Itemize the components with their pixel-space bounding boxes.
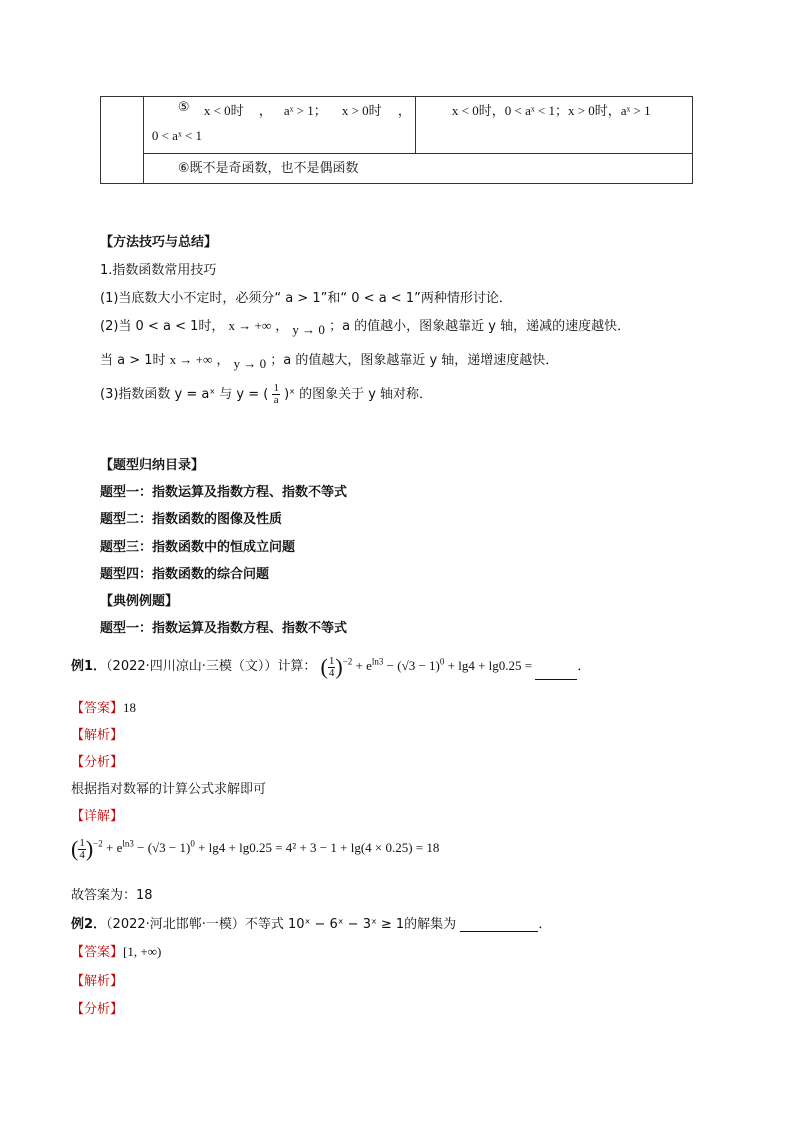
p3-x-limit: x → +∞ — [169, 352, 213, 367]
p3-intro: 当 a > 1时 — [100, 353, 166, 368]
p3-rest: ；a 的值越大，图象越靠近 y 轴，递增速度越快． — [270, 353, 559, 368]
example-1-label: 例1． — [71, 658, 107, 674]
p3-comma: ， — [216, 353, 230, 368]
example-1-expression: ( $\frac{1}{4}$ )$^{-2} + e^{ln3} - (√3 - 1)^0 + \lg 4 + \lg 0.25$ = — [320, 654, 533, 679]
method-point-2 — [100, 315, 631, 337]
comma: ， — [397, 104, 411, 119]
example-1-solution: ( $\frac{1}{4}$ )$^{-2} + e^{ln3} - (√3 - 1)^0 + \lg 4 + \lg 0.25 = 4^2 + 3 - 1 + \lg(4 \times 0.25) = 18$ — [71, 836, 440, 861]
circled-five: ⑤ — [177, 100, 190, 115]
method-point-1: (1)当底数大小不定时，必须分“ a > 1”和“ 0 < a < 1”两种情形讨论． — [100, 291, 512, 306]
example-1-answer: 【答案】18 — [71, 700, 137, 716]
properties-table — [100, 96, 693, 184]
type-item-3: 题型三：指数函数中的恒成立问题 — [100, 540, 296, 555]
table-cell-right — [415, 97, 692, 154]
right-conditions: x < 0时，0 < aˣ < 1；x > 0时，aˣ > 1 — [451, 103, 651, 118]
method-point-3 — [100, 383, 432, 406]
example-1-detail-label: 【详解】 — [71, 809, 124, 824]
example-1-analysis-label: 【解析】 — [71, 728, 124, 743]
method-point-2b — [100, 349, 559, 371]
fraction-1-over-a: $\frac{1}{a}$ — [273, 382, 279, 406]
p2-intro: (2)当 0 < a < 1时， — [100, 319, 225, 334]
cond-ax-between: 0 < aˣ < 1 — [151, 128, 203, 143]
type-item-4: 题型四：指数函数的综合问题 — [100, 567, 270, 582]
answer-blank — [535, 679, 577, 680]
p2-rest: ；a 的值越小，图象越靠近 y 轴，递减的速度越快． — [329, 319, 631, 334]
cond-ax-gt1: aˣ > 1； — [283, 103, 327, 118]
example-1-conclusion: 故答案为：18 — [71, 888, 153, 903]
example-2-answer: 【答案】[1, +∞) — [71, 944, 162, 960]
method-heading: 【方法技巧与总结】 — [100, 235, 218, 250]
type-item-2: 题型二：指数函数的图像及性质 — [100, 512, 283, 527]
example-2-fenxi-label: 【分析】 — [71, 1002, 124, 1017]
example-2-analysis-label: 【解析】 — [71, 974, 124, 989]
cond-x-pos: x > 0时 — [341, 103, 382, 118]
p2-y-limit: y → 0 — [292, 322, 325, 337]
type-item-1: 题型一：指数运算及指数方程、指数不等式 — [100, 485, 348, 500]
examples-heading: 【典例例题】 — [100, 594, 179, 609]
example-1-question: 例1．（2022·四川凉山·三模（文））计算： ( $\frac{1}{4}$ )$^{-2} + e^{ln3} - (√3 - 1)^0 + \lg 4 + \lg 0.25$ = ． — [71, 654, 591, 679]
example-2-label: 例2． — [71, 917, 107, 932]
table-blank-cell — [101, 97, 144, 184]
answer-blank — [460, 931, 538, 932]
method-subheading: 1.指数函数常用技巧 — [100, 263, 217, 278]
p4-intro: (3)指数函数 y = aˣ 与 y = ( — [100, 387, 269, 402]
p2-x-limit: x → +∞ — [228, 318, 272, 333]
parity-property: ⑥既不是奇函数，也不是偶函数 — [177, 161, 359, 176]
p4-rest: )ˣ 的图象关于 y 轴对称． — [284, 387, 433, 402]
table-cell-left — [143, 97, 415, 154]
example-2-question: 例2．（2022·河北邯郸·一模）不等式 10ˣ − 6ˣ − 3ˣ ≥ 1的解集为 ． — [71, 917, 552, 932]
table-cell-bottom — [143, 154, 692, 184]
example-1-source: （2022·四川凉山·三模（文））计算： — [106, 658, 317, 674]
p2-comma: ， — [275, 319, 289, 334]
example-2-text: （2022·河北邯郸·一模）不等式 10ˣ − 6ˣ − 3ˣ ≥ 1的解集为 — [106, 917, 457, 932]
example-1-fenxi-label: 【分析】 — [71, 755, 124, 770]
types-heading: 【题型归纳目录】 — [100, 458, 205, 473]
current-type-heading: 题型一：指数运算及指数方程、指数不等式 — [100, 621, 348, 636]
comma: ， — [258, 104, 272, 119]
p3-y-limit: y → 0 — [233, 356, 267, 371]
cond-x-neg: x < 0时 — [203, 103, 244, 118]
example-1-fenxi: 根据指对数幂的计算公式求解即可 — [71, 782, 267, 797]
